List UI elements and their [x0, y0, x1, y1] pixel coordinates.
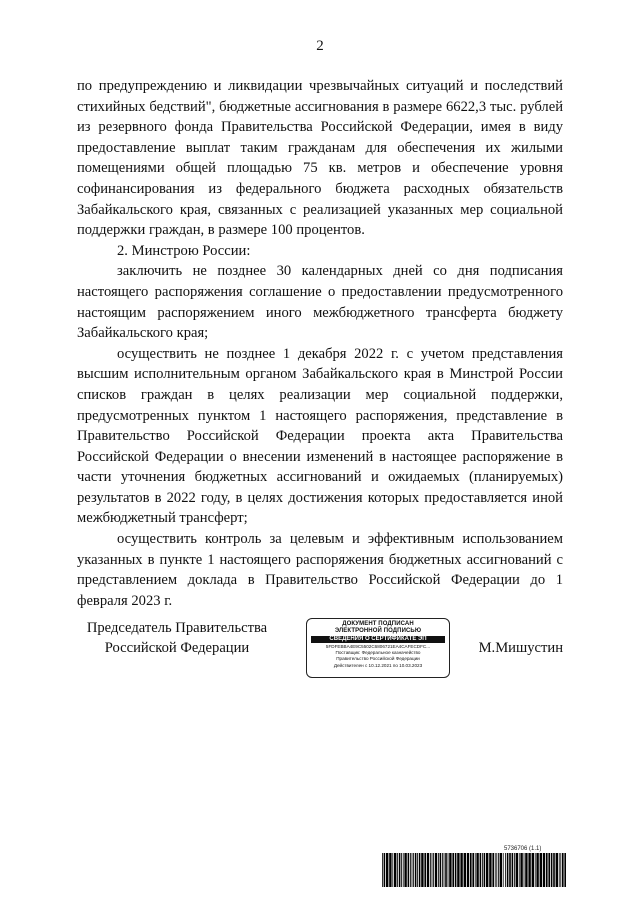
signatory-title-line2: Российской Федерации — [104, 640, 250, 656]
stamp-issuer: Поставщик: Федеральное казначейство — [335, 650, 421, 656]
stamp-owner: Правительство Российской Федерации — [336, 656, 420, 662]
stamp-line-signed: ДОКУМЕНТ ПОДПИСАН — [342, 621, 414, 627]
stamp-line-electronic: ЭЛЕКТРОННОЙ ПОДПИСЬЮ — [334, 628, 422, 634]
document-code: 5736706 (1.1) — [504, 846, 542, 852]
stamp-certificate-band: СВЕДЕНИЯ О СЕРТИФИКАТЕ ЭП — [311, 636, 445, 643]
signatory-name: М.Мишустин — [478, 640, 563, 656]
barcode-icon — [382, 853, 568, 887]
paragraph-exercise-control: осуществить контроль за целевым и эффективным использованием указанных в пункте 1 настоящего распоряжения бюджетных ассигнований с представлением доклада в Правительство Российской Федерации до 1 февраля 2023 г. — [77, 531, 563, 609]
signature-block — [77, 618, 563, 680]
signatory-title — [77, 618, 277, 658]
electronic-signature-stamp — [306, 618, 450, 678]
signatory-title-line1: Председатель Правительства — [86, 620, 268, 636]
stamp-serial: 5FDFEBBA4E9C5502C6806721EA4CAFECDFC... — [325, 644, 431, 649]
stamp-validity: Действителен с 10.12.2021 по 10.03.2023 — [333, 662, 423, 668]
paragraph-conclude-agreement: заключить не позднее 30 календарных дней со дня подписания настоящего распоряжения соглашение о предоставлении предусмотренного настоящим распоряжением иного межбюджетного трансферта бюджету Забайкальского края; — [77, 263, 563, 342]
page-number: 2 — [316, 38, 324, 54]
document-body — [77, 76, 563, 611]
paragraph-item-2: 2. Минстрою России: — [117, 242, 251, 259]
paragraph-continuation: по предупреждению и ликвидации чрезвычайных ситуаций и последствий стихийных бедствий", бюджетные ассигнования в размере 6622,3 тыс. рублей из резервного фонда Правительства Российской Федерации, имея в виду предоставление выплат таким гражданам для обеспечения их жилыми помещениями общей площадью 75 кв. метров и обеспечение уровня софинансирования из федерального бюджета расходных обязательств Забайкальского края, связанных с реализацией указанных мер социальной поддержки граждан, в размере 100 процентов. — [77, 78, 563, 239]
paragraph-submit-draft-act: осуществить не позднее 1 декабря 2022 г. с учетом представления высшим исполнительным органом Забайкальского края в Минстрой России списков граждан в целях реализации мер социальной поддержки, предусмотренных пунктом 1 настоящего распоряжения, представление в Правительство Российской Федерации проекта акта Правительства Российской Федерации о внесении изменений в настоящее распоряжение в части уточнения бюджетных ассигнований и ожидаемых (планируемых) результатов в 2022 году, в целях достижения которых предоставляется иной межбюджетный трансферт; — [77, 345, 563, 527]
